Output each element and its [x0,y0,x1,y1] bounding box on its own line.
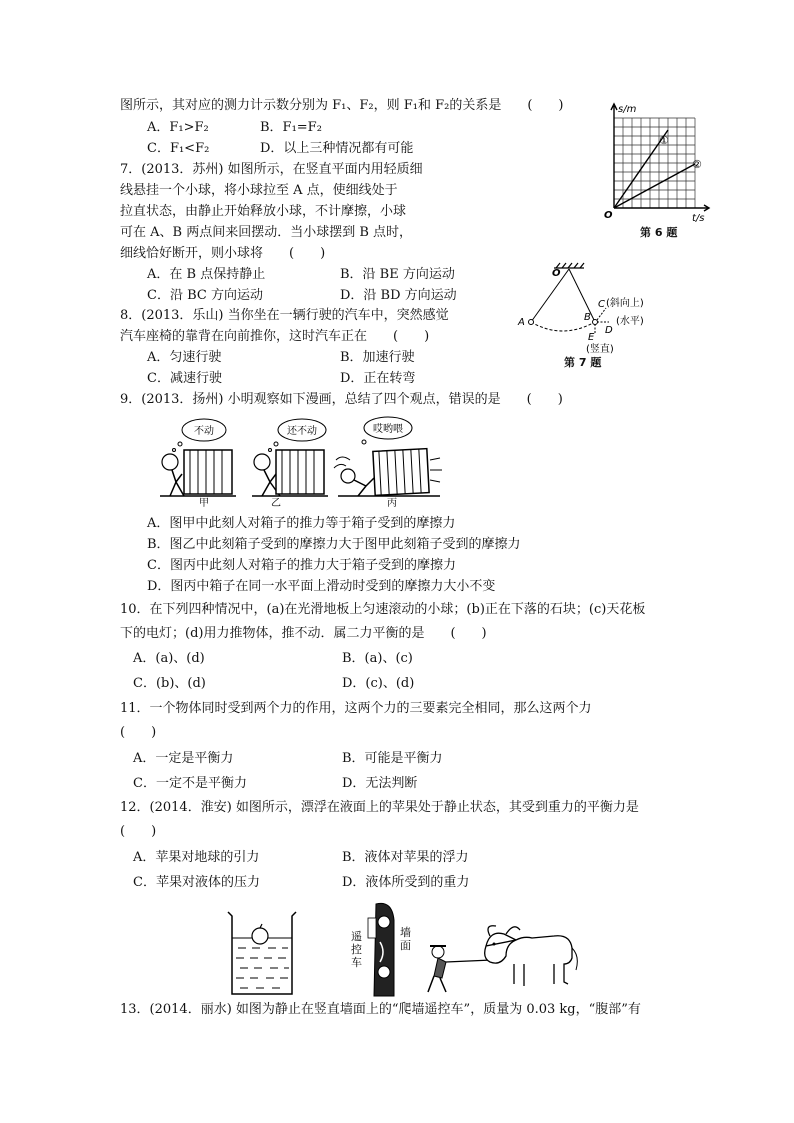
q11-option-c: C．一定不是平衡力 [133,776,247,791]
q7-figure-caption: 第 7 题 [564,356,602,369]
q10-option-a: A．(a)、(d) [133,651,205,666]
q10-stem-line-2: 下的电灯；(d)用力推物体，推不动．属二力平衡的是 ( ) [120,626,487,641]
graph-line-2 [614,164,695,208]
apple-icon [252,928,268,944]
q6-option-d: D．以上三种情况都有可能 [260,141,414,156]
q8-option-a: A．匀速行驶 [147,350,222,365]
q9-option-c: C．图丙中此刻人对箱子的推力大于箱子受到的摩擦力 [147,558,456,573]
q7-option-b: B．沿 BE 方向运动 [340,267,455,282]
q9-option-a: A．图甲中此刻人对箱子的推力等于箱子受到的摩擦力 [147,516,456,531]
box-yi [276,450,324,494]
q12-option-a: A．苹果对地球的引力 [133,850,260,865]
q7-stem-line-1: 7．(2013．苏州) 如图所示，在竖直平面内用轻质细 [120,162,423,177]
graph-line-1-label: ① [659,134,669,147]
q9-stem: 9．(2013．扬州) 小明观察如下漫画，总结了四个观点，错误的是 ( ) [120,392,563,407]
q7-stem-line-5: 细线恰好断开，则小球将 ( ) [120,246,326,261]
q13-stem-line-1: 13．(2014．丽水) 如图为静止在竖直墙面上的“爬墙遥控车”，质量为 0.03 kg，“腹部”有 [120,1002,641,1017]
q10-option-d: D．(c)、(d) [342,676,415,691]
q12-stem-line-1: 12．(2014．淮安) 如图所示，漂浮在液面上的苹果处于静止状态，其受到重力的平衡力是 [120,800,639,815]
q11-option-a: A．一定是平衡力 [133,751,234,766]
q8-option-c: C．减速行驶 [147,371,222,386]
svg-text:面: 面 [400,939,411,952]
wall-climbing-car [368,903,394,996]
swing-arc [531,322,595,331]
ball-b [593,320,598,325]
fig-car-label [351,930,362,969]
q7-option-a: A．在 B 点保持静止 [147,267,266,282]
label-b: B [584,312,591,323]
label-a: A [518,317,525,328]
label-incline: (斜向上) [606,298,644,309]
q12-q13-figures [224,900,580,1000]
q6-figure-caption: 第 6 题 [640,226,678,239]
graph-origin: O [604,210,613,221]
beaker-with-apple [228,912,296,994]
panel-jia [160,419,236,496]
graph-line-2-label: ② [692,158,702,171]
q9-option-b: B．图乙中此刻箱子受到的摩擦力大于图甲此刻箱子受到的摩擦力 [147,537,521,552]
q8-stem-line-1: 8．(2013．乐山) 当你坐在一辆行驶的汽车中，突然感觉 [120,308,449,323]
svg-text:不动: 不动 [194,426,214,437]
q7-option-c: C．沿 BC 方向运动 [147,288,263,303]
q6-stem: 图所示，其对应的测力计示数分别为 F₁、F₂，则 F₁和 F₂的关系是 ( ) [120,98,564,113]
label-o: O [552,268,561,279]
q12-option-b: B．液体对苹果的浮力 [342,850,469,865]
q7-stem-line-4: 可在 A、B 两点间来回摆动．当小球摆到 B 点时， [120,225,413,240]
fig-wall-label [400,925,411,952]
panel-yi [252,419,328,496]
person-head-jia [162,454,178,470]
q7-stem-line-2: 线悬挂一个小球，将小球拉至 A 点，使细线处于 [120,183,398,198]
q11-option-b: B．可能是平衡力 [342,751,443,766]
panel-bing [334,417,442,496]
graph-ylabel: s/m [618,104,637,115]
q9-cartoon-figure [152,412,442,508]
q6-option-b: B．F₁=F₂ [260,120,322,135]
label-yi: 乙 [271,498,281,508]
q11-stem-line-2: ( ) [120,725,157,740]
label-d: D [605,325,613,336]
string-ob [569,269,595,322]
svg-text:还不动: 还不动 [287,426,317,437]
label-c: C [598,299,605,310]
q10-option-b: B．(a)、(c) [342,651,413,666]
q11-option-d: D．无法判断 [342,776,418,791]
label-vertical: (竖直) [586,344,614,355]
q12-option-d: D．液体所受到的重力 [342,875,470,890]
box-jia [184,450,232,494]
q6-option-c: C．F₁<F₂ [147,141,210,156]
label-horizontal: (水平) [616,316,644,327]
svg-text:哎哟喂: 哎哟喂 [373,424,403,435]
graph-xlabel: t/s [692,213,705,224]
q8-option-d: D．正在转弯 [340,371,416,386]
q12-option-c: C．苹果对液体的压力 [133,875,260,890]
q12-stem-line-2: ( ) [120,824,157,839]
label-jia: 甲 [199,498,209,508]
q8-option-b: B．加速行驶 [340,350,415,365]
svg-text:车: 车 [351,956,362,969]
q8-stem-line-2: 汽车座椅的靠背在向前推你，这时汽车正在 ( ) [120,329,430,344]
person-head-yi [254,454,270,470]
q11-stem-line-1: 11．一个物体同时受到两个力的作用，这两个力的三要素完全相同，那么这两个力 [120,701,592,716]
child-pulling-ox [428,926,577,992]
string-oa [531,269,569,322]
graph-grid [614,118,695,208]
q10-option-c: C．(b)、(d) [133,676,206,691]
label-e: E [588,332,595,343]
q9-option-d: D．图丙中箱子在同一水平面上滑动时受到的摩擦力大小不变 [147,579,496,594]
svg-text:控: 控 [351,943,362,956]
svg-text:墙: 墙 [400,926,411,939]
label-bing: 丙 [387,498,397,508]
ball-a [529,320,534,325]
person-head-bing [341,469,355,483]
q7-option-d: D．沿 BD 方向运动 [340,288,457,303]
q7-stem-line-3: 拉直状态，由静止开始释放小球，不计摩擦，小球 [120,204,407,219]
q6-st-graph [596,100,716,226]
q6-option-a: A．F₁>F₂ [147,120,209,135]
q10-stem-line-1: 10．在下列四种情况中，(a)在光滑地板上匀速滚动的小球；(b)正在下落的石块；(c)天花板 [120,602,646,617]
svg-text:遥: 遥 [351,930,362,943]
